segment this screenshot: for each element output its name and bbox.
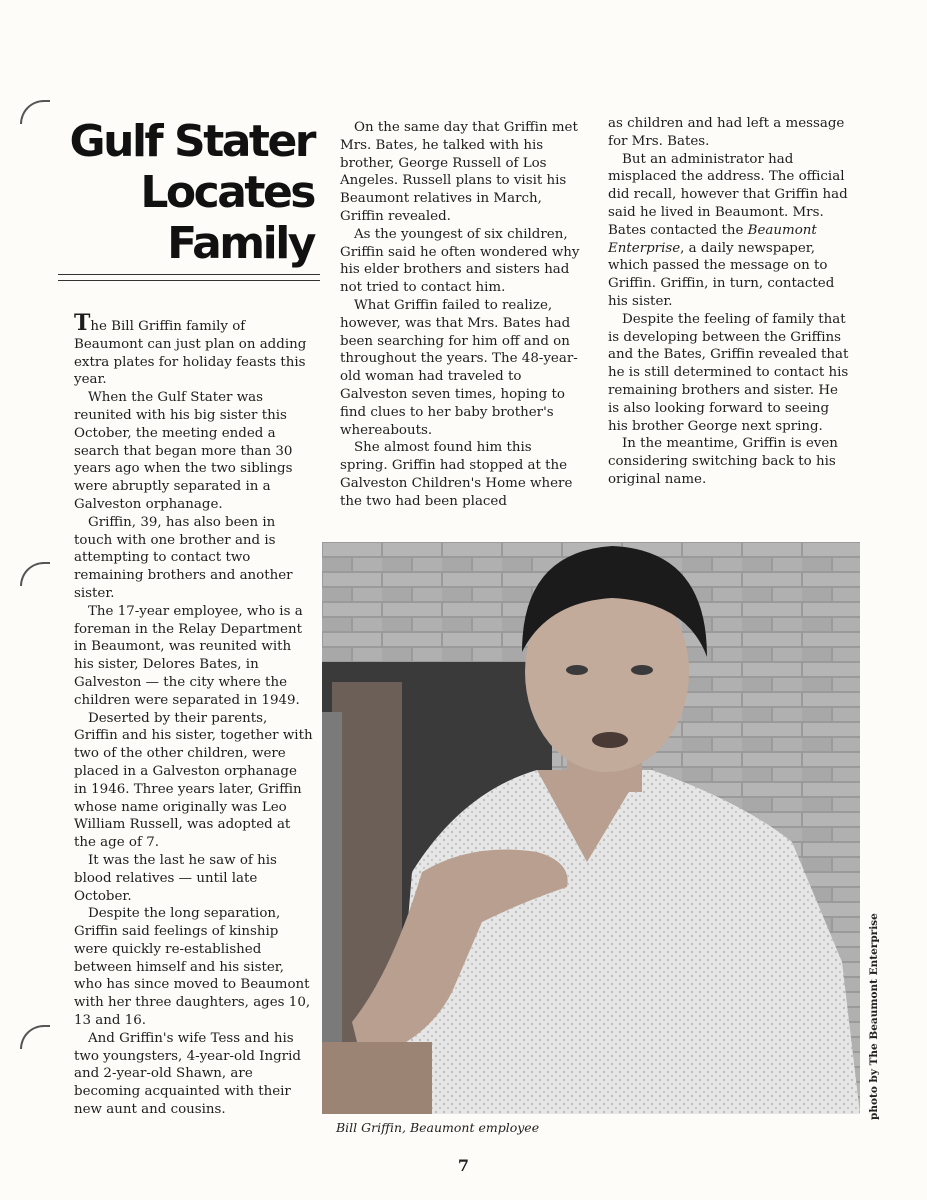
binder-hole-middle xyxy=(20,562,50,586)
drop-cap: T xyxy=(74,310,91,336)
article-paragraph xyxy=(608,115,853,151)
paragraph-text: And Griffin's wife Tess and his two youngsters, 4-year-old Ingrid and 2-year-old Shawn, are becoming acquainted with their new aunt and cousins. xyxy=(74,1030,301,1118)
headline-line-2: Locates xyxy=(140,167,314,218)
paragraph-text: Despite the long separation, Griffin said feelings of kinship were quickly re-established between himself and his sister, who has since moved to Beaumont with her three daughters, ages 10, 13 and 16. xyxy=(74,906,311,1029)
article-paragraph xyxy=(340,226,580,297)
headline-rule-bottom xyxy=(58,280,320,281)
article-paragraph xyxy=(74,905,314,1030)
paragraph-text: In the meantime, Griffin is even considering switching back to his original name. xyxy=(608,436,838,487)
binder-hole-bottom xyxy=(20,1025,50,1049)
article-paragraph xyxy=(74,852,314,905)
article-paragraph xyxy=(74,514,314,603)
paragraph-text: When the Gulf Stater was reunited with his big sister this October, the meeting ended a search that began more than 30 years ago when the two siblings were abruptly separated in a Galveston orphanage. xyxy=(74,390,293,512)
paragraph-text: But an administrator had misplaced the address. The official did recall, however that Griffin had said he lived in Beaumont. Mrs. Bates contacted the xyxy=(608,151,848,238)
paragraph-text: It was the last he saw of his blood relatives — until late October. xyxy=(74,852,277,904)
photo-credit xyxy=(868,900,882,1120)
paragraph-text: Griffin, 39, has also been in touch with one brother and is attempting to contact two remaining brothers and another sister. xyxy=(74,514,293,601)
paragraph-text-continued: , a daily newspaper, which passed the message on to Griffin. Griffin, in turn, contacted his sister. xyxy=(608,240,835,309)
page-number: 7 xyxy=(457,1156,470,1175)
newspaper-name: Beaumont Enterprise xyxy=(608,222,817,256)
paragraph-text: What Griffin failed to realize, however, was that Mrs. Bates had been searching for him off and on throughout the years. The 48-year-old woman had traveled to Galveston seven times, hoping to find clues to her baby brother's whereabouts. xyxy=(340,297,578,438)
article-paragraph xyxy=(74,603,314,710)
headline-line-1: Gulf Stater xyxy=(69,116,314,167)
article-paragraph xyxy=(340,119,580,226)
paragraph-text: As the youngest of six children, Griffin said he often wondered why his elder brothers and sisters had not tried to contact him. xyxy=(340,226,580,296)
article-paragraph xyxy=(74,389,314,514)
article-paragraph xyxy=(340,439,580,510)
portrait-photo xyxy=(322,542,860,1114)
article-paragraph xyxy=(608,311,853,436)
article-paragraph xyxy=(74,710,314,852)
headline xyxy=(60,116,314,269)
binder-hole-top xyxy=(20,100,50,124)
headline-rule-top xyxy=(58,274,320,275)
paragraph-text: The 17-year employee, who is a foreman in the Relay Department in Beaumont, was reunited with his sister, Delores Bates, in Galveston — the city where the children were separated in 1949. xyxy=(74,603,303,708)
article-paragraph xyxy=(608,435,853,488)
article-paragraph xyxy=(608,151,853,311)
paragraph-text: Despite the feeling of family that is developing between the Griffins and the Bates, Griffin revealed that he is still determined to contact his remaining brothers and sister. He is also looking forward to seeing his brother George next spring. xyxy=(608,311,849,434)
paragraph-text: he Bill Griffin family of Beaumont can just plan on adding extra plates for holiday feasts this year. xyxy=(74,319,307,388)
paragraph-text: On the same day that Griffin met Mrs. Bates, he talked with his brother, George Russell of Los Angeles. Russell plans to visit his Beaumont relatives in March, Griffin revealed. xyxy=(340,120,578,224)
paragraph-text: as children and had left a message for Mrs. Bates. xyxy=(608,116,845,149)
paragraph-text: She almost found him this spring. Griffin had stopped at the Galveston Children's Home where the two had been placed xyxy=(340,440,573,509)
article-paragraph xyxy=(74,310,314,389)
article-column-3 xyxy=(608,115,853,489)
article-paragraph xyxy=(74,1030,314,1119)
headline-line-3: Family xyxy=(167,218,314,269)
paragraph-text: Deserted by their parents, Griffin and his sister, together with two of the other children, were placed in a Galveston orphanage in 1946. Three years later, Griffin whose name originally was Leo William Russell, was adopted at the age of 7. xyxy=(74,710,313,851)
article-paragraph xyxy=(340,297,580,439)
photo-credit-text: photo by The Beaumont Enterprise xyxy=(868,913,880,1120)
article-column-1 xyxy=(74,310,314,1119)
photo-caption: Bill Griffin, Beaumont employee xyxy=(336,1120,540,1135)
article-column-2 xyxy=(340,119,580,511)
